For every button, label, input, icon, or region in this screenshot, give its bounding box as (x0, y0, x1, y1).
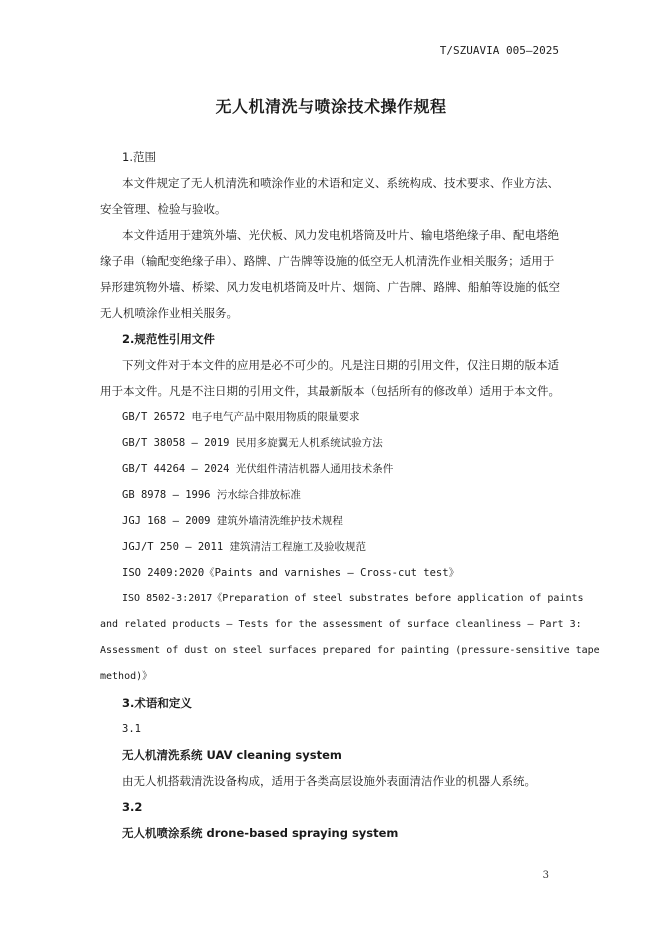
reference-item: GB/T 38058 – 2019 民用多旋翼无人机系统试验方法 (122, 437, 383, 449)
term-number: 3.1 (122, 723, 141, 735)
paragraph-line: 本文件适用于建筑外墙、光伏板、风力发电机塔筒及叶片、输电塔绝缘子串、配电塔绝 (122, 228, 559, 242)
reference-item: JGJ 168 – 2009 建筑外墙清洗维护技术规程 (122, 515, 343, 527)
term-title: 无人机喷涂系统 drone-based spraying system (122, 826, 399, 840)
section-2-heading: 2.规范性引用文件 (122, 332, 215, 346)
term-title: 无人机清洗系统 UAV cleaning system (122, 748, 342, 762)
document-body (100, 144, 600, 846)
reference-item-iso-8502: ISO 8502-3:2017《Preparation of steel substrates before application of paints (122, 593, 584, 604)
paragraph-line: 用于本文件。凡是不注日期的引用文件，其最新版本（包括所有的修改单）适用于本文件。 (100, 384, 560, 398)
paragraph-line: 本文件规定了无人机清洗和喷涂作业的术语和定义、系统构成、技术要求、作业方法、 (122, 176, 559, 190)
term-definition: 由无人机搭载清洗设备构成，适用于各类高层设施外表面清洁作业的机器人系统。 (122, 774, 536, 788)
reference-item-iso-8502-cont: and related products — Tests for the assessment of surface cleanliness — Part 3: (100, 619, 582, 630)
reference-item: JGJ/T 250 – 2011 建筑清洁工程施工及验收规范 (122, 541, 366, 553)
section-3-heading: 3.术语和定义 (122, 696, 192, 710)
reference-item: ISO 2409:2020《Paints and varnishes — Cross-cut test》 (122, 567, 460, 579)
document-title: 无人机清洗与喷涂技术操作规程 (215, 97, 447, 116)
paragraph-line: 异形建筑物外墙、桥梁、风力发电机塔筒及叶片、烟筒、广告牌、路牌、船舶等设施的低空 (100, 280, 560, 294)
reference-item-iso-8502-cont: Assessment of dust on steel surfaces prepared for painting (pressure-sensitive tape (100, 645, 600, 656)
standard-code: T/SZUAVIA 005—2025 (439, 44, 559, 57)
paragraph-line: 无人机喷涂作业相关服务。 (100, 306, 238, 320)
section-1-heading: 1.范围 (122, 150, 156, 164)
reference-item: GB 8978 – 1996 污水综合排放标准 (122, 489, 301, 501)
page-number: 3 (542, 870, 549, 881)
paragraph-line: 安全管理、检验与验收。 (100, 202, 227, 216)
reference-item: GB/T 26572 电子电气产品中限用物质的限量要求 (122, 411, 360, 423)
reference-item: GB/T 44264 – 2024 光伏组件清洁机器人通用技术条件 (122, 463, 394, 475)
paragraph-line: 缘子串（输配变绝缘子串）、路牌、广告牌等设施的低空无人机清洗作业相关服务；适用于 (100, 254, 555, 268)
reference-item-iso-8502-cont: method)》 (100, 671, 153, 682)
term-number: 3.2 (122, 800, 143, 814)
paragraph-line: 下列文件对于本文件的应用是必不可少的。凡是注日期的引用文件，仅注日期的版本适 (122, 358, 559, 372)
